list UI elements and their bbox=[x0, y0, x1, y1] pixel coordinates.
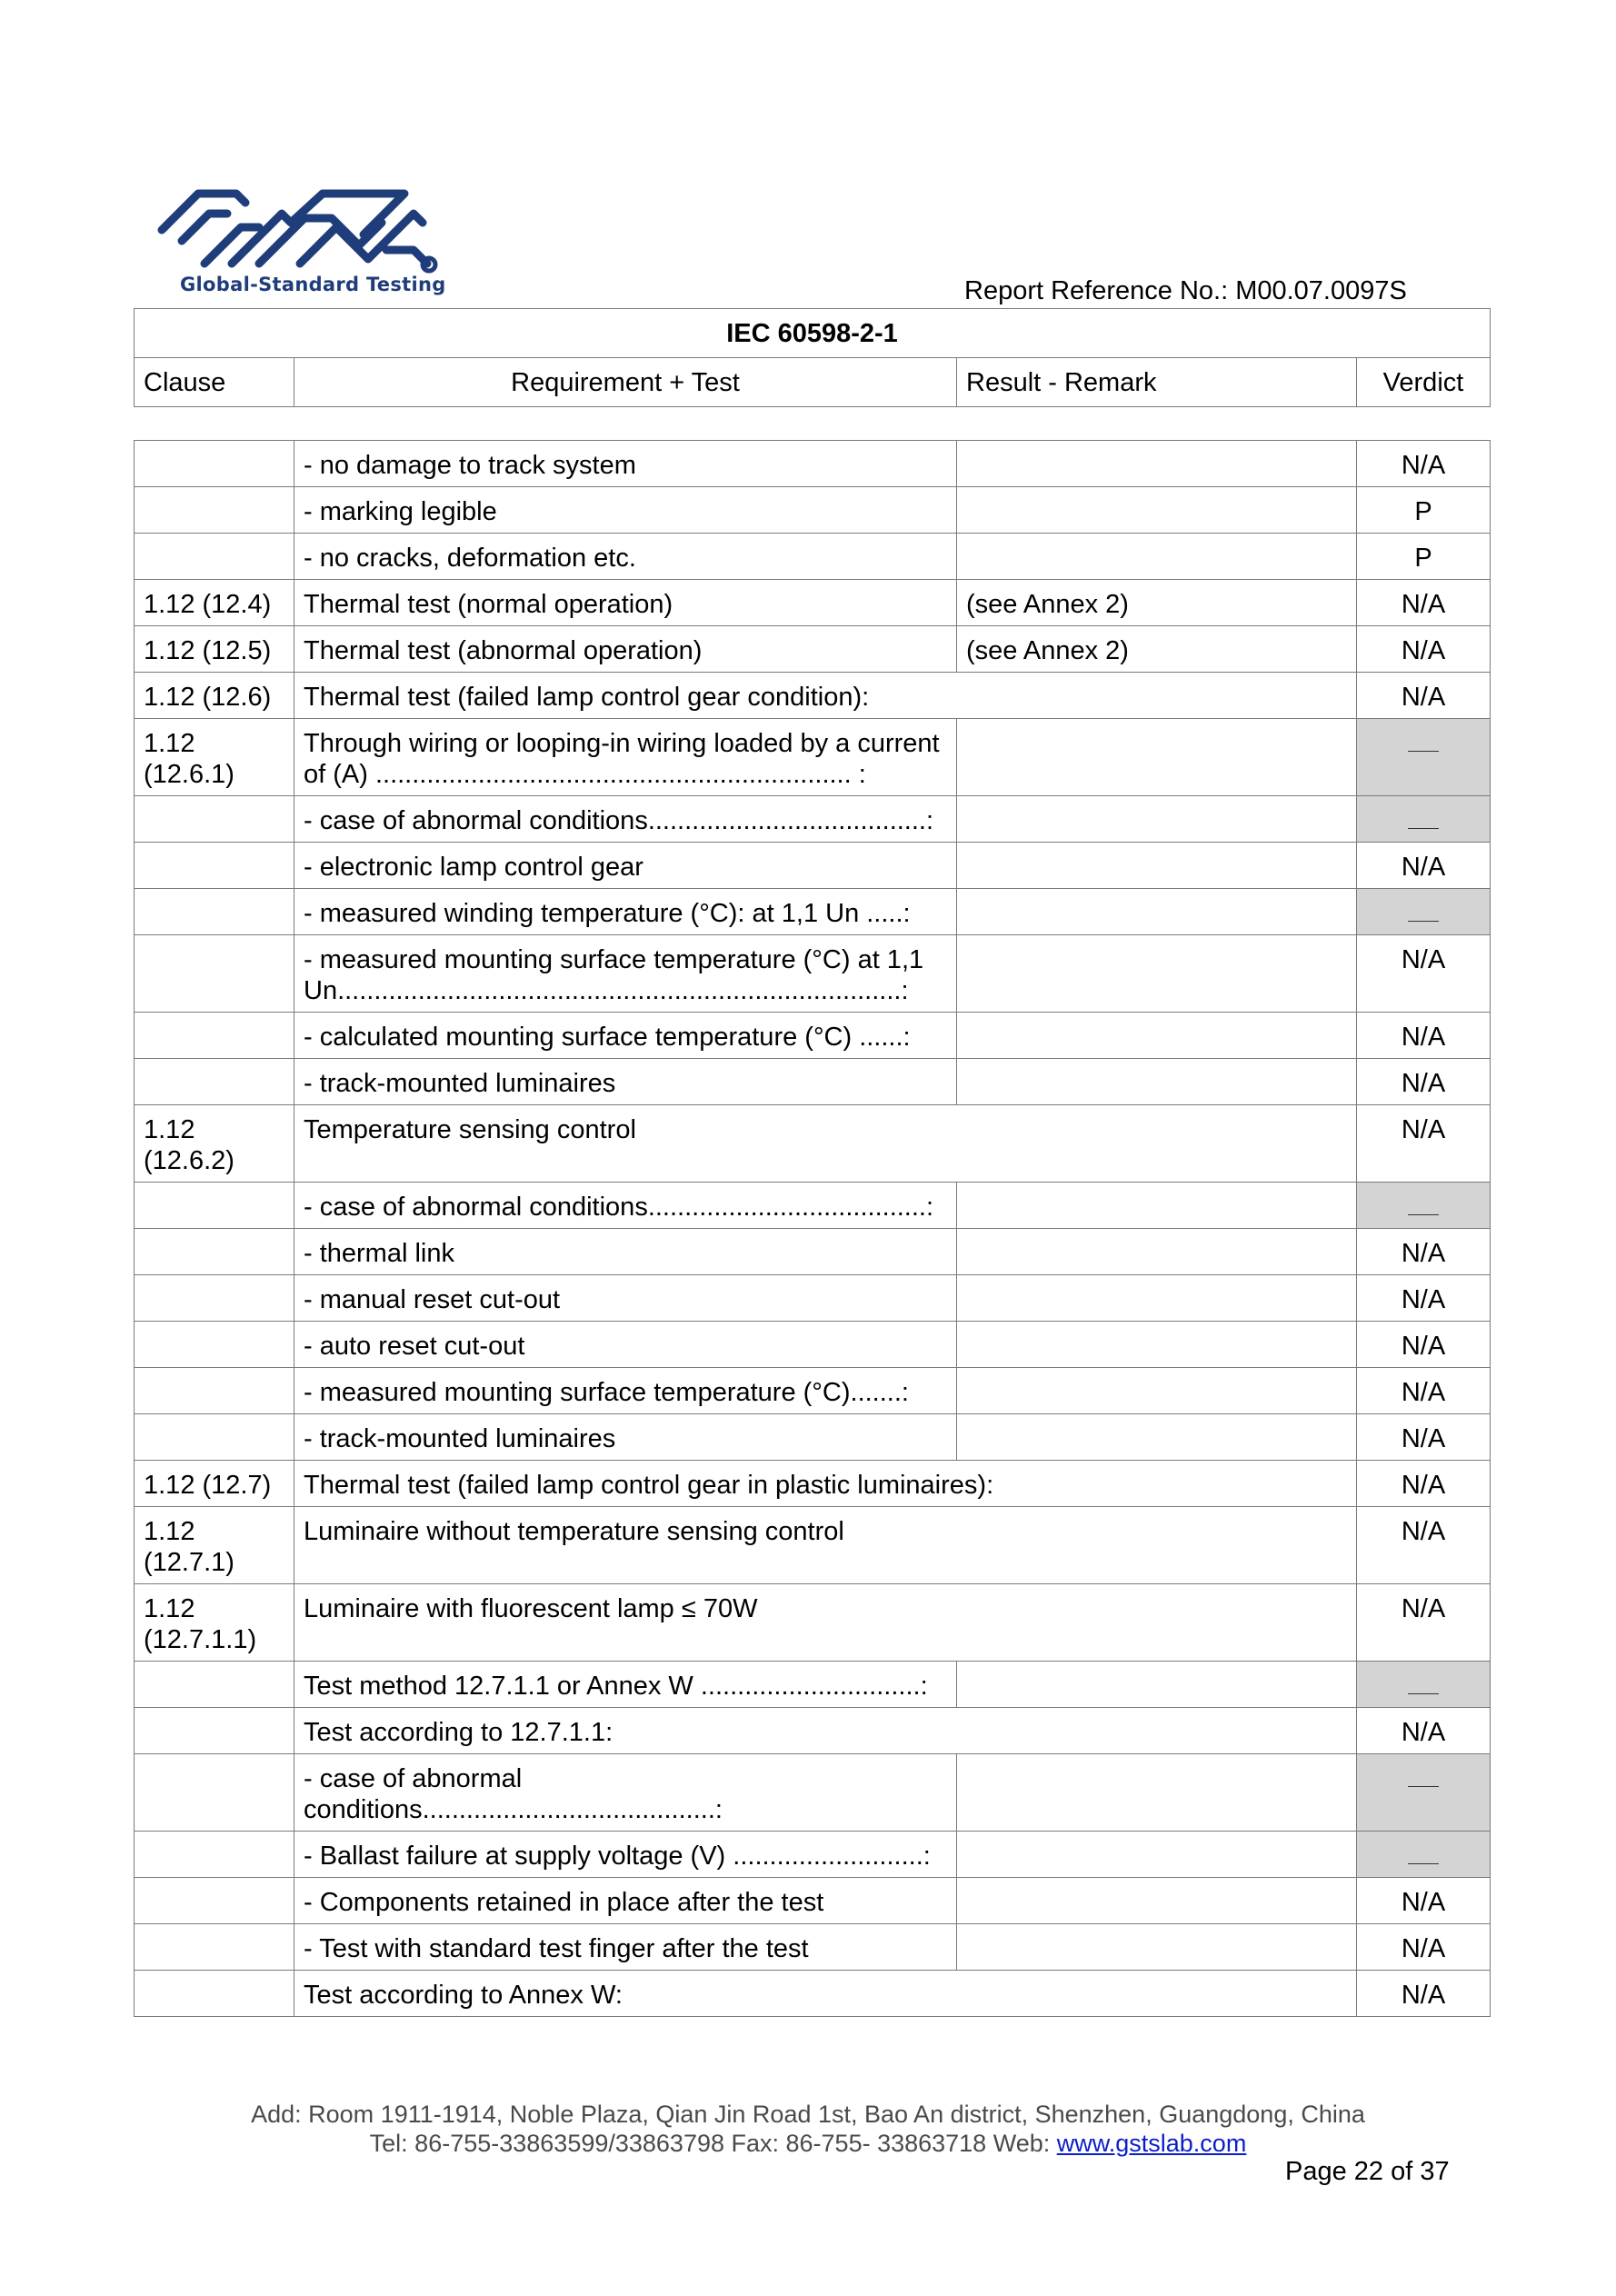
page-footer bbox=[0, 2100, 1616, 2158]
table-row bbox=[135, 1229, 1491, 1275]
verdict-cell: N/A bbox=[1357, 626, 1491, 673]
footer-address: Add: Room 1911-1914, Noble Plaza, Qian Jin Road 1st, Bao An district, Shenzhen, Guangdong, China bbox=[251, 2101, 1365, 2128]
requirement-cell: Thermal test (normal operation) bbox=[294, 580, 957, 626]
verdict-cell: P bbox=[1357, 534, 1491, 580]
clause-cell: 1.12 (12.7.1.1) bbox=[135, 1584, 294, 1662]
table-row bbox=[135, 487, 1491, 534]
clause-cell bbox=[135, 1013, 294, 1059]
remark-cell bbox=[957, 1924, 1357, 1971]
clause-cell bbox=[135, 796, 294, 843]
remark-cell bbox=[957, 935, 1357, 1013]
clause-cell bbox=[135, 935, 294, 1013]
remark-cell: (see Annex 2) bbox=[957, 580, 1357, 626]
table-row bbox=[135, 1832, 1491, 1878]
verdict-cell: N/A bbox=[1357, 580, 1491, 626]
requirement-cell: Test method 12.7.1.1 or Annex W ..............................: bbox=[294, 1662, 957, 1708]
table-row bbox=[135, 626, 1491, 673]
remark-cell bbox=[957, 1229, 1357, 1275]
clause-cell bbox=[135, 1183, 294, 1229]
requirement-cell: - thermal link bbox=[294, 1229, 957, 1275]
requirement-cell: - manual reset cut-out bbox=[294, 1275, 957, 1322]
column-header-verdict: Verdict bbox=[1357, 358, 1491, 407]
clause-cell: 1.12 (12.6.1) bbox=[135, 719, 294, 796]
requirement-cell: - no cracks, deformation etc. bbox=[294, 534, 957, 580]
remark-cell bbox=[957, 1832, 1357, 1878]
verdict-cell: N/A bbox=[1357, 1878, 1491, 1924]
remark-cell bbox=[957, 796, 1357, 843]
logo-text: Global-Standard Testing bbox=[180, 274, 446, 295]
remark-cell bbox=[957, 889, 1357, 935]
logo-mark-icon bbox=[155, 186, 454, 277]
requirement-cell: - auto reset cut-out bbox=[294, 1322, 957, 1368]
requirement-cell: - track-mounted luminaires bbox=[294, 1414, 957, 1461]
verdict-cell: N/A bbox=[1357, 1368, 1491, 1414]
table-row bbox=[135, 1183, 1491, 1229]
clause-cell bbox=[135, 1322, 294, 1368]
verdict-dash bbox=[1408, 921, 1439, 922]
clause-cell bbox=[135, 1662, 294, 1708]
verdict-dash bbox=[1408, 751, 1439, 752]
requirement-cell: - track-mounted luminaires bbox=[294, 1059, 957, 1105]
requirement-cell: - electronic lamp control gear bbox=[294, 843, 957, 889]
verdict-cell bbox=[1357, 889, 1491, 935]
requirement-cell: - Ballast failure at supply voltage (V) ..........................: bbox=[294, 1832, 957, 1878]
clause-cell bbox=[135, 1971, 294, 2017]
remark-cell bbox=[957, 1013, 1357, 1059]
company-logo bbox=[155, 186, 454, 304]
table-row bbox=[135, 1507, 1491, 1584]
clause-cell: 1.12 (12.6.2) bbox=[135, 1105, 294, 1183]
clause-cell bbox=[135, 1708, 294, 1754]
verdict-cell bbox=[1357, 1754, 1491, 1832]
requirement-cell: - measured mounting surface temperature (°C).......: bbox=[294, 1368, 957, 1414]
table-row bbox=[135, 1708, 1491, 1754]
verdict-dash bbox=[1408, 1214, 1439, 1215]
table-row bbox=[135, 1059, 1491, 1105]
report-reference: Report Reference No.: M00.07.0097S bbox=[964, 276, 1407, 305]
verdict-cell: N/A bbox=[1357, 1584, 1491, 1662]
requirement-cell: Thermal test (failed lamp control gear in plastic luminaires): bbox=[294, 1461, 1357, 1507]
remark-cell bbox=[957, 1414, 1357, 1461]
verdict-dash bbox=[1408, 828, 1439, 829]
column-header-clause: Clause bbox=[135, 358, 294, 407]
clause-cell bbox=[135, 1275, 294, 1322]
remark-cell bbox=[957, 1275, 1357, 1322]
verdict-cell bbox=[1357, 719, 1491, 796]
requirement-cell: - measured mounting surface temperature (°C) at 1,1 Un.............................................................................: bbox=[294, 935, 957, 1013]
table-row bbox=[135, 1275, 1491, 1322]
footer-contact-text: Tel: 86-755-33863599/33863798 Fax: 86-755- 33863718 Web: bbox=[369, 2130, 1057, 2157]
clause-cell: 1.12 (12.6) bbox=[135, 673, 294, 719]
table-row bbox=[135, 1013, 1491, 1059]
table-row bbox=[135, 1414, 1491, 1461]
requirement-cell: Thermal test (failed lamp control gear condition): bbox=[294, 673, 1357, 719]
verdict-cell: N/A bbox=[1357, 1461, 1491, 1507]
remark-cell bbox=[957, 1183, 1357, 1229]
clause-cell: 1.12 (12.7) bbox=[135, 1461, 294, 1507]
requirement-cell: Temperature sensing control bbox=[294, 1105, 1357, 1183]
table-row bbox=[135, 1584, 1491, 1662]
clause-cell: 1.12 (12.5) bbox=[135, 626, 294, 673]
verdict-cell: N/A bbox=[1357, 1013, 1491, 1059]
requirement-cell: - case of abnormal conditions......................................: bbox=[294, 796, 957, 843]
verdict-cell bbox=[1357, 1662, 1491, 1708]
verdict-cell: N/A bbox=[1357, 1414, 1491, 1461]
requirement-cell: - Components retained in place after the test bbox=[294, 1878, 957, 1924]
verdict-cell: N/A bbox=[1357, 1971, 1491, 2017]
report-header-table bbox=[134, 308, 1491, 407]
table-row bbox=[135, 441, 1491, 487]
verdict-dash bbox=[1408, 1863, 1439, 1864]
verdict-cell: N/A bbox=[1357, 1059, 1491, 1105]
verdict-cell: N/A bbox=[1357, 1507, 1491, 1584]
clause-cell bbox=[135, 889, 294, 935]
requirement-cell: - Test with standard test finger after the test bbox=[294, 1924, 957, 1971]
column-header-requirement: Requirement + Test bbox=[294, 358, 957, 407]
clause-cell bbox=[135, 1229, 294, 1275]
verdict-cell bbox=[1357, 796, 1491, 843]
verdict-cell: N/A bbox=[1357, 1229, 1491, 1275]
table-row bbox=[135, 1461, 1491, 1507]
table-row bbox=[135, 843, 1491, 889]
requirement-cell: Thermal test (abnormal operation) bbox=[294, 626, 957, 673]
verdict-cell bbox=[1357, 1832, 1491, 1878]
table-row bbox=[135, 935, 1491, 1013]
table-row bbox=[135, 1662, 1491, 1708]
requirement-cell: Through wiring or looping-in wiring loaded by a current of (A) ................................................................. : bbox=[294, 719, 957, 796]
remark-cell bbox=[957, 1059, 1357, 1105]
requirement-cell: Test according to Annex W: bbox=[294, 1971, 1357, 2017]
table-row bbox=[135, 534, 1491, 580]
remark-cell bbox=[957, 441, 1357, 487]
requirement-cell: - calculated mounting surface temperature (°C) ......: bbox=[294, 1013, 957, 1059]
verdict-cell: N/A bbox=[1357, 1708, 1491, 1754]
clause-cell bbox=[135, 487, 294, 534]
requirement-cell: - measured winding temperature (°C): at 1,1 Un .....: bbox=[294, 889, 957, 935]
verdict-cell bbox=[1357, 1183, 1491, 1229]
table-row bbox=[135, 796, 1491, 843]
remark-cell bbox=[957, 1322, 1357, 1368]
table-row bbox=[135, 719, 1491, 796]
table-row bbox=[135, 1322, 1491, 1368]
table-row bbox=[135, 580, 1491, 626]
requirement-cell: - case of abnormal conditions......................................: bbox=[294, 1183, 957, 1229]
table-row bbox=[135, 889, 1491, 935]
clause-cell bbox=[135, 441, 294, 487]
table-row bbox=[135, 1971, 1491, 2017]
requirement-cell: - no damage to track system bbox=[294, 441, 957, 487]
footer-contact bbox=[0, 2129, 1616, 2158]
clause-cell bbox=[135, 534, 294, 580]
clause-cell bbox=[135, 1832, 294, 1878]
column-header-remark: Result - Remark bbox=[957, 358, 1357, 407]
verdict-cell: N/A bbox=[1357, 843, 1491, 889]
table-row bbox=[135, 1368, 1491, 1414]
requirement-cell: Test according to 12.7.1.1: bbox=[294, 1708, 1357, 1754]
remark-cell bbox=[957, 1878, 1357, 1924]
remark-cell bbox=[957, 1368, 1357, 1414]
remark-cell bbox=[957, 534, 1357, 580]
verdict-cell: P bbox=[1357, 487, 1491, 534]
requirement-cell: Luminaire with fluorescent lamp ≤ 70W bbox=[294, 1584, 1357, 1662]
clause-cell bbox=[135, 1368, 294, 1414]
clause-cell bbox=[135, 1059, 294, 1105]
remark-cell bbox=[957, 843, 1357, 889]
verdict-dash bbox=[1408, 1786, 1439, 1787]
clause-cell bbox=[135, 1754, 294, 1832]
table-row bbox=[135, 673, 1491, 719]
verdict-cell: N/A bbox=[1357, 673, 1491, 719]
verdict-cell: N/A bbox=[1357, 935, 1491, 1013]
clause-cell: 1.12 (12.4) bbox=[135, 580, 294, 626]
verdict-dash bbox=[1408, 1693, 1439, 1694]
remark-cell bbox=[957, 1754, 1357, 1832]
clause-table bbox=[134, 440, 1491, 2017]
requirement-cell: - case of abnormal conditions........................................: bbox=[294, 1754, 957, 1832]
verdict-cell: N/A bbox=[1357, 1105, 1491, 1183]
clause-cell bbox=[135, 1878, 294, 1924]
clause-cell bbox=[135, 1414, 294, 1461]
table-row bbox=[135, 1924, 1491, 1971]
table-row bbox=[135, 1754, 1491, 1832]
standard-title: IEC 60598-2-1 bbox=[135, 309, 1491, 358]
remark-cell bbox=[957, 719, 1357, 796]
table-row bbox=[135, 1878, 1491, 1924]
page-number: Page 22 of 37 bbox=[1285, 2157, 1450, 2186]
clause-cell: 1.12 (12.7.1) bbox=[135, 1507, 294, 1584]
clause-cell bbox=[135, 843, 294, 889]
website-link[interactable]: www.gstslab.com bbox=[1056, 2130, 1247, 2157]
remark-cell bbox=[957, 1662, 1357, 1708]
clause-cell bbox=[135, 1924, 294, 1971]
verdict-cell: N/A bbox=[1357, 1924, 1491, 1971]
remark-cell bbox=[957, 487, 1357, 534]
table-row bbox=[135, 1105, 1491, 1183]
requirement-cell: Luminaire without temperature sensing control bbox=[294, 1507, 1357, 1584]
requirement-cell: - marking legible bbox=[294, 487, 957, 534]
verdict-cell: N/A bbox=[1357, 1322, 1491, 1368]
verdict-cell: N/A bbox=[1357, 441, 1491, 487]
verdict-cell: N/A bbox=[1357, 1275, 1491, 1322]
remark-cell: (see Annex 2) bbox=[957, 626, 1357, 673]
